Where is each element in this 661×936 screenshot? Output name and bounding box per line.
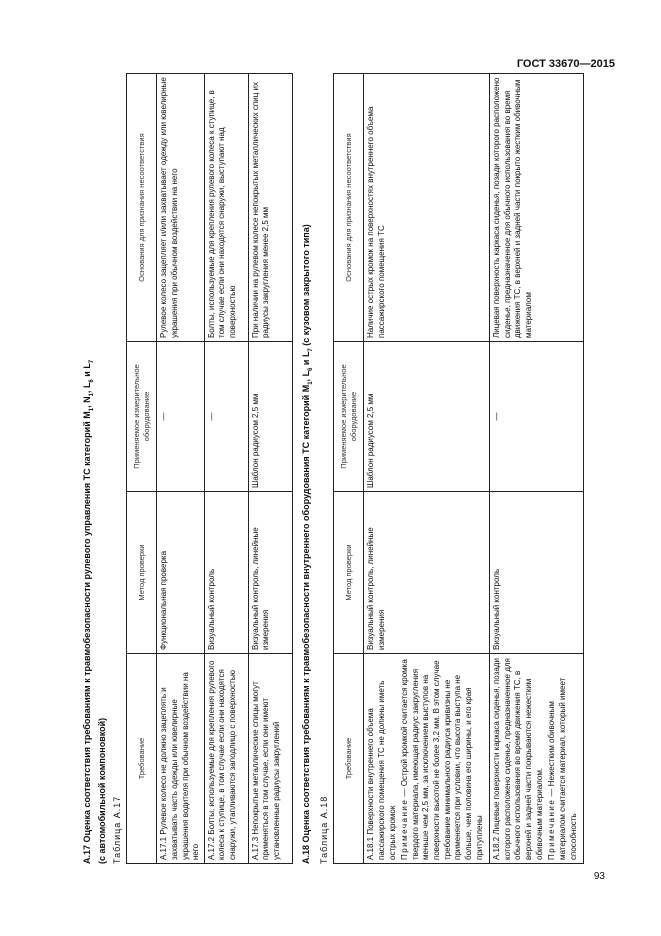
cell-req: А.17.1 Рулевое колесо не должно зацеплять и захватывать часть одежды или ювелирные украшения водителя при обычном воздействии на него — [157, 654, 205, 864]
a18-title-sub: (с кузовом закрытого типа) — [300, 224, 311, 346]
cell-method: Визуальный контроль, линейные измерения — [364, 492, 490, 654]
table-row — [364, 74, 490, 864]
req-text: А.18.1 Поверхности внутреннего объема пассажирского помещения ТС не должны иметь острых кромок — [366, 680, 397, 860]
col-nonconformity: Основания для признания несоответствия — [127, 74, 157, 342]
a18-title: А.18 Оценка соответствия требованиям к травмобезопасности внутреннего оборудования ТС категорий $М_1$, $L_6$ и $L_7$ (с кузовом закрытого типа) — [300, 224, 314, 864]
a17-title: А.17 Оценка соответствия требованиям к травмобезопасности рулевого управления ТС категорий $М_1$, $N_1$, $L_6$ и $L_7$ (с автомобильной компоновкой) — [82, 359, 107, 864]
col-equipment: Применяемое измерительное оборудование — [334, 342, 364, 492]
cell-nonconf: Рулевое колесо зацепляет и/или захватывает одежду или ювелирные украшения при обычном воздействии на него — [157, 74, 205, 342]
req-note — [400, 657, 485, 860]
col-equipment: Применяемое измерительное оборудование — [127, 342, 157, 492]
cell-nonconf: Болты, используемые для крепления рулевого колеса к ступице, в том случае если они находятся снаружи, выступают над поверхностью — [204, 74, 248, 342]
cell-method: Визуальный контроль — [490, 492, 584, 654]
a17-title-sub: (с автомобильной компоновкой) — [96, 717, 107, 864]
table-row — [248, 74, 292, 864]
col-method: Метод проверки — [334, 492, 364, 654]
cell-nonconf: Наличие острых кромок на поверхностях внутреннего объема пассажирского помещения ТС — [364, 74, 490, 342]
cell-req: А.17.2 Болты, используемые для крепления рулевого колеса к ступице, в том случае если они находятся снаружи, утапливаются заподлицо с поверхностью — [204, 654, 248, 864]
cell-nonconf: При наличии на рулевом колесе непокрытых металлических спиц их радиусы закругления менее 2,5 мм — [248, 74, 292, 342]
col-requirement: Требование — [334, 654, 364, 864]
table-a18 — [333, 73, 584, 864]
rotated-content — [82, 74, 622, 864]
cell-method: Визуальный контроль, линейные измерения — [248, 492, 292, 654]
cell-req: А.17.3 Непокрытые металлические спицы могут применяться в том случае, если они имеют установленные радиусы закруглений — [248, 654, 292, 864]
cell-req — [364, 654, 490, 864]
col-requirement: Требование — [127, 654, 157, 864]
cell-equip: — — [204, 342, 248, 492]
table-row — [204, 74, 248, 864]
cell-method: Визуальный контроль — [204, 492, 248, 654]
table-row — [490, 74, 584, 864]
col-method: Метод проверки — [127, 492, 157, 654]
req-note — [547, 657, 579, 860]
a17-title-main: А.17 Оценка соответствия требованиям к травмобезопасности рулевого управления ТС категорий М — [82, 411, 92, 864]
req-text: А.18.2 Лицевые поверхности каркаса сиденья, позади которого расположено сиденье, предназначенное для обычного использования во время движения ТС, в верхней и задней части покрываются нежестким обивочным материалом. — [492, 658, 544, 860]
page-number: 93 — [593, 871, 605, 882]
cell-req — [490, 654, 584, 864]
a17-caption: Таблица А.17 — [112, 795, 123, 864]
cell-method: Функциональная проверка — [157, 492, 205, 654]
doc-code: ГОСТ 33670—2015 — [516, 58, 615, 70]
a18-caption: Таблица А.18 — [319, 795, 330, 864]
a18-title-main: А.18 Оценка соответствия требованиям к травмобезопасности внутреннего оборудования ТС категорий М — [300, 384, 311, 864]
note-text: — Нежестким обивочным материалом считается материал, который имеет способность — [547, 677, 578, 860]
table-a17 — [126, 73, 293, 864]
cell-equip: — — [490, 342, 584, 492]
note-text: — Острой кромкой считается кромка твердого материала, имеющая радиус закругления меньше чем 2,5 мм, за исключением выступов на поверхности высотой не более 3,2 мм. В этом случае требование минимального радиуса кривизны не применяется при условии, что высота выступа не больше, чем половина его ширины, и его края притуплены — [400, 659, 484, 860]
cell-nonconf: Лицевая поверхность каркаса сиденья, позади которого расположено сиденье, предназначенное для обычного использования во время движения ТС, в верхней и задней части покрыто жестким обивочным материалом — [490, 74, 584, 342]
table-row — [157, 74, 205, 864]
cell-equip: Шаблон радиусом 2,5 мм — [364, 342, 490, 492]
note-label: Примечание — [547, 798, 557, 860]
note-label: Примечание — [400, 798, 410, 860]
cell-equip: — — [157, 342, 205, 492]
cell-equip: Шаблон радиусом 2,5 мм — [248, 342, 292, 492]
col-nonconformity: Основания для признания несоответствия — [334, 74, 364, 342]
